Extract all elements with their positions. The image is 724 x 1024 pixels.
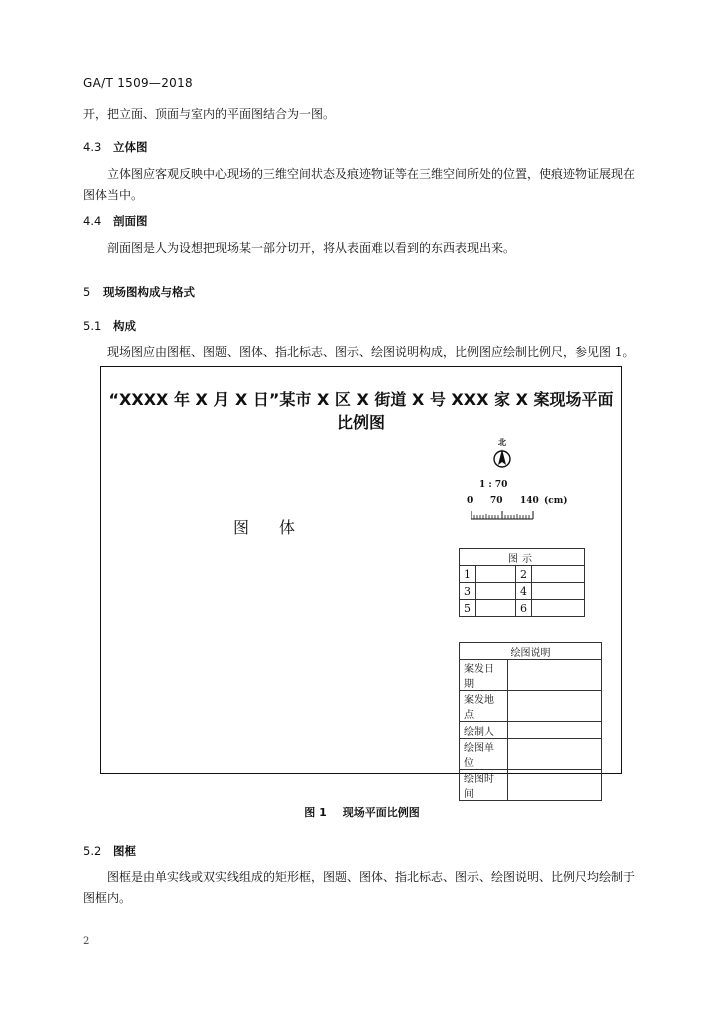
- figure-body-label: 图体: [233, 518, 326, 537]
- section-title: 构成: [113, 319, 136, 333]
- north-arrow-icon: [491, 448, 513, 470]
- paragraph-5-1: 现场图应由图框、图题、图体、指北标志、图示、绘图说明构成，比例图应绘制比例尺，参见图 1。: [107, 345, 635, 359]
- heading-5-1: [83, 318, 136, 334]
- notes-row: [460, 691, 602, 722]
- notes-value: [508, 739, 602, 770]
- map-title: “XXXX 年 X 月 X 日”某市 X 区 X 街道 X 号 XXX 家 X 案现场平面比例图: [108, 390, 614, 432]
- notes-value: [508, 660, 602, 691]
- continued-paragraph: 开，把立面、顶面与室内的平面图结合为一图。: [83, 107, 336, 121]
- legend-cell: 5: [460, 600, 476, 617]
- legend-cell: [532, 600, 585, 617]
- notes-value: [508, 770, 602, 801]
- legend-cell: 2: [516, 566, 532, 583]
- legend-cell: [532, 566, 585, 583]
- scale-tick-label-2: 140: [520, 496, 539, 506]
- notes-title: 绘图说明: [460, 643, 602, 660]
- section-title: 图框: [113, 844, 136, 858]
- figure-caption: [0, 804, 724, 820]
- notes-value: [508, 691, 602, 722]
- heading-4-3: [83, 139, 148, 155]
- legend-table: [459, 548, 585, 617]
- scale-bar: [471, 510, 535, 520]
- section-title: 立体图: [113, 140, 148, 154]
- paragraph-4-3: 立体图应客观反映中心现场的三维空间状态及痕迹物证等在三维空间所处的位置，使痕迹物证展现在图体当中。: [83, 167, 636, 202]
- notes-value: [508, 722, 602, 739]
- heading-5-2: [83, 843, 136, 859]
- section-title: 剖面图: [113, 214, 148, 228]
- notes-label: 绘图单位: [460, 739, 508, 770]
- section-number: 5.1: [83, 319, 102, 333]
- notes-row: [460, 722, 602, 739]
- section-title: 现场图构成与格式: [103, 285, 195, 299]
- north-indicator: [491, 437, 513, 474]
- paragraph-4-4: 剖面图是人为设想把现场某一部分切开，将从表面难以看到的东西表现出来。: [107, 241, 516, 255]
- section-number: 4.3: [83, 140, 102, 154]
- notes-label: 案发地点: [460, 691, 508, 722]
- legend-title: 图示: [460, 549, 585, 566]
- caption-text: 现场平面比例图: [342, 806, 420, 819]
- notes-label: 案发日期: [460, 660, 508, 691]
- page-number: 2: [83, 936, 90, 947]
- legend-cell: [476, 600, 516, 617]
- notes-row: [460, 739, 602, 770]
- north-label: 北: [498, 437, 506, 447]
- paragraph-5-2: 图框是由单实线或双实线组成的矩形框，图题、图体、指北标志、图示、绘图说明、比例尺均绘制于图框内。: [83, 870, 636, 905]
- drawing-notes-table: [459, 642, 602, 801]
- legend-cell: 3: [460, 583, 476, 600]
- figure-frame: [100, 366, 622, 800]
- legend-cell: 6: [516, 600, 532, 617]
- scale-unit: (cm): [544, 496, 568, 506]
- heading-4-4: [83, 213, 148, 229]
- legend-cell: [532, 583, 585, 600]
- notes-header-row: [460, 643, 602, 660]
- notes-label: 绘图时间: [460, 770, 508, 801]
- scale-tick-label-1: 70: [490, 496, 503, 506]
- notes-label: 绘制人: [460, 722, 508, 739]
- legend-row: [460, 583, 585, 600]
- notes-row: [460, 660, 602, 691]
- legend-cell: [476, 583, 516, 600]
- legend-cell: [476, 566, 516, 583]
- scale-tick-label-0: 0: [467, 496, 474, 506]
- section-number: 5.2: [83, 844, 102, 858]
- legend-cell: 4: [516, 583, 532, 600]
- standard-number: GA/T 1509—2018: [83, 76, 193, 90]
- heading-5: [83, 284, 195, 300]
- legend-row: [460, 600, 585, 617]
- notes-row: [460, 770, 602, 801]
- caption-number: 图 1: [304, 806, 327, 819]
- legend-cell: 1: [460, 566, 476, 583]
- legend-header-row: [460, 549, 585, 566]
- section-number: 4.4: [83, 214, 102, 228]
- scale-ratio: 1 : 70: [479, 480, 508, 490]
- legend-row: [460, 566, 585, 583]
- section-number: 5: [83, 285, 91, 299]
